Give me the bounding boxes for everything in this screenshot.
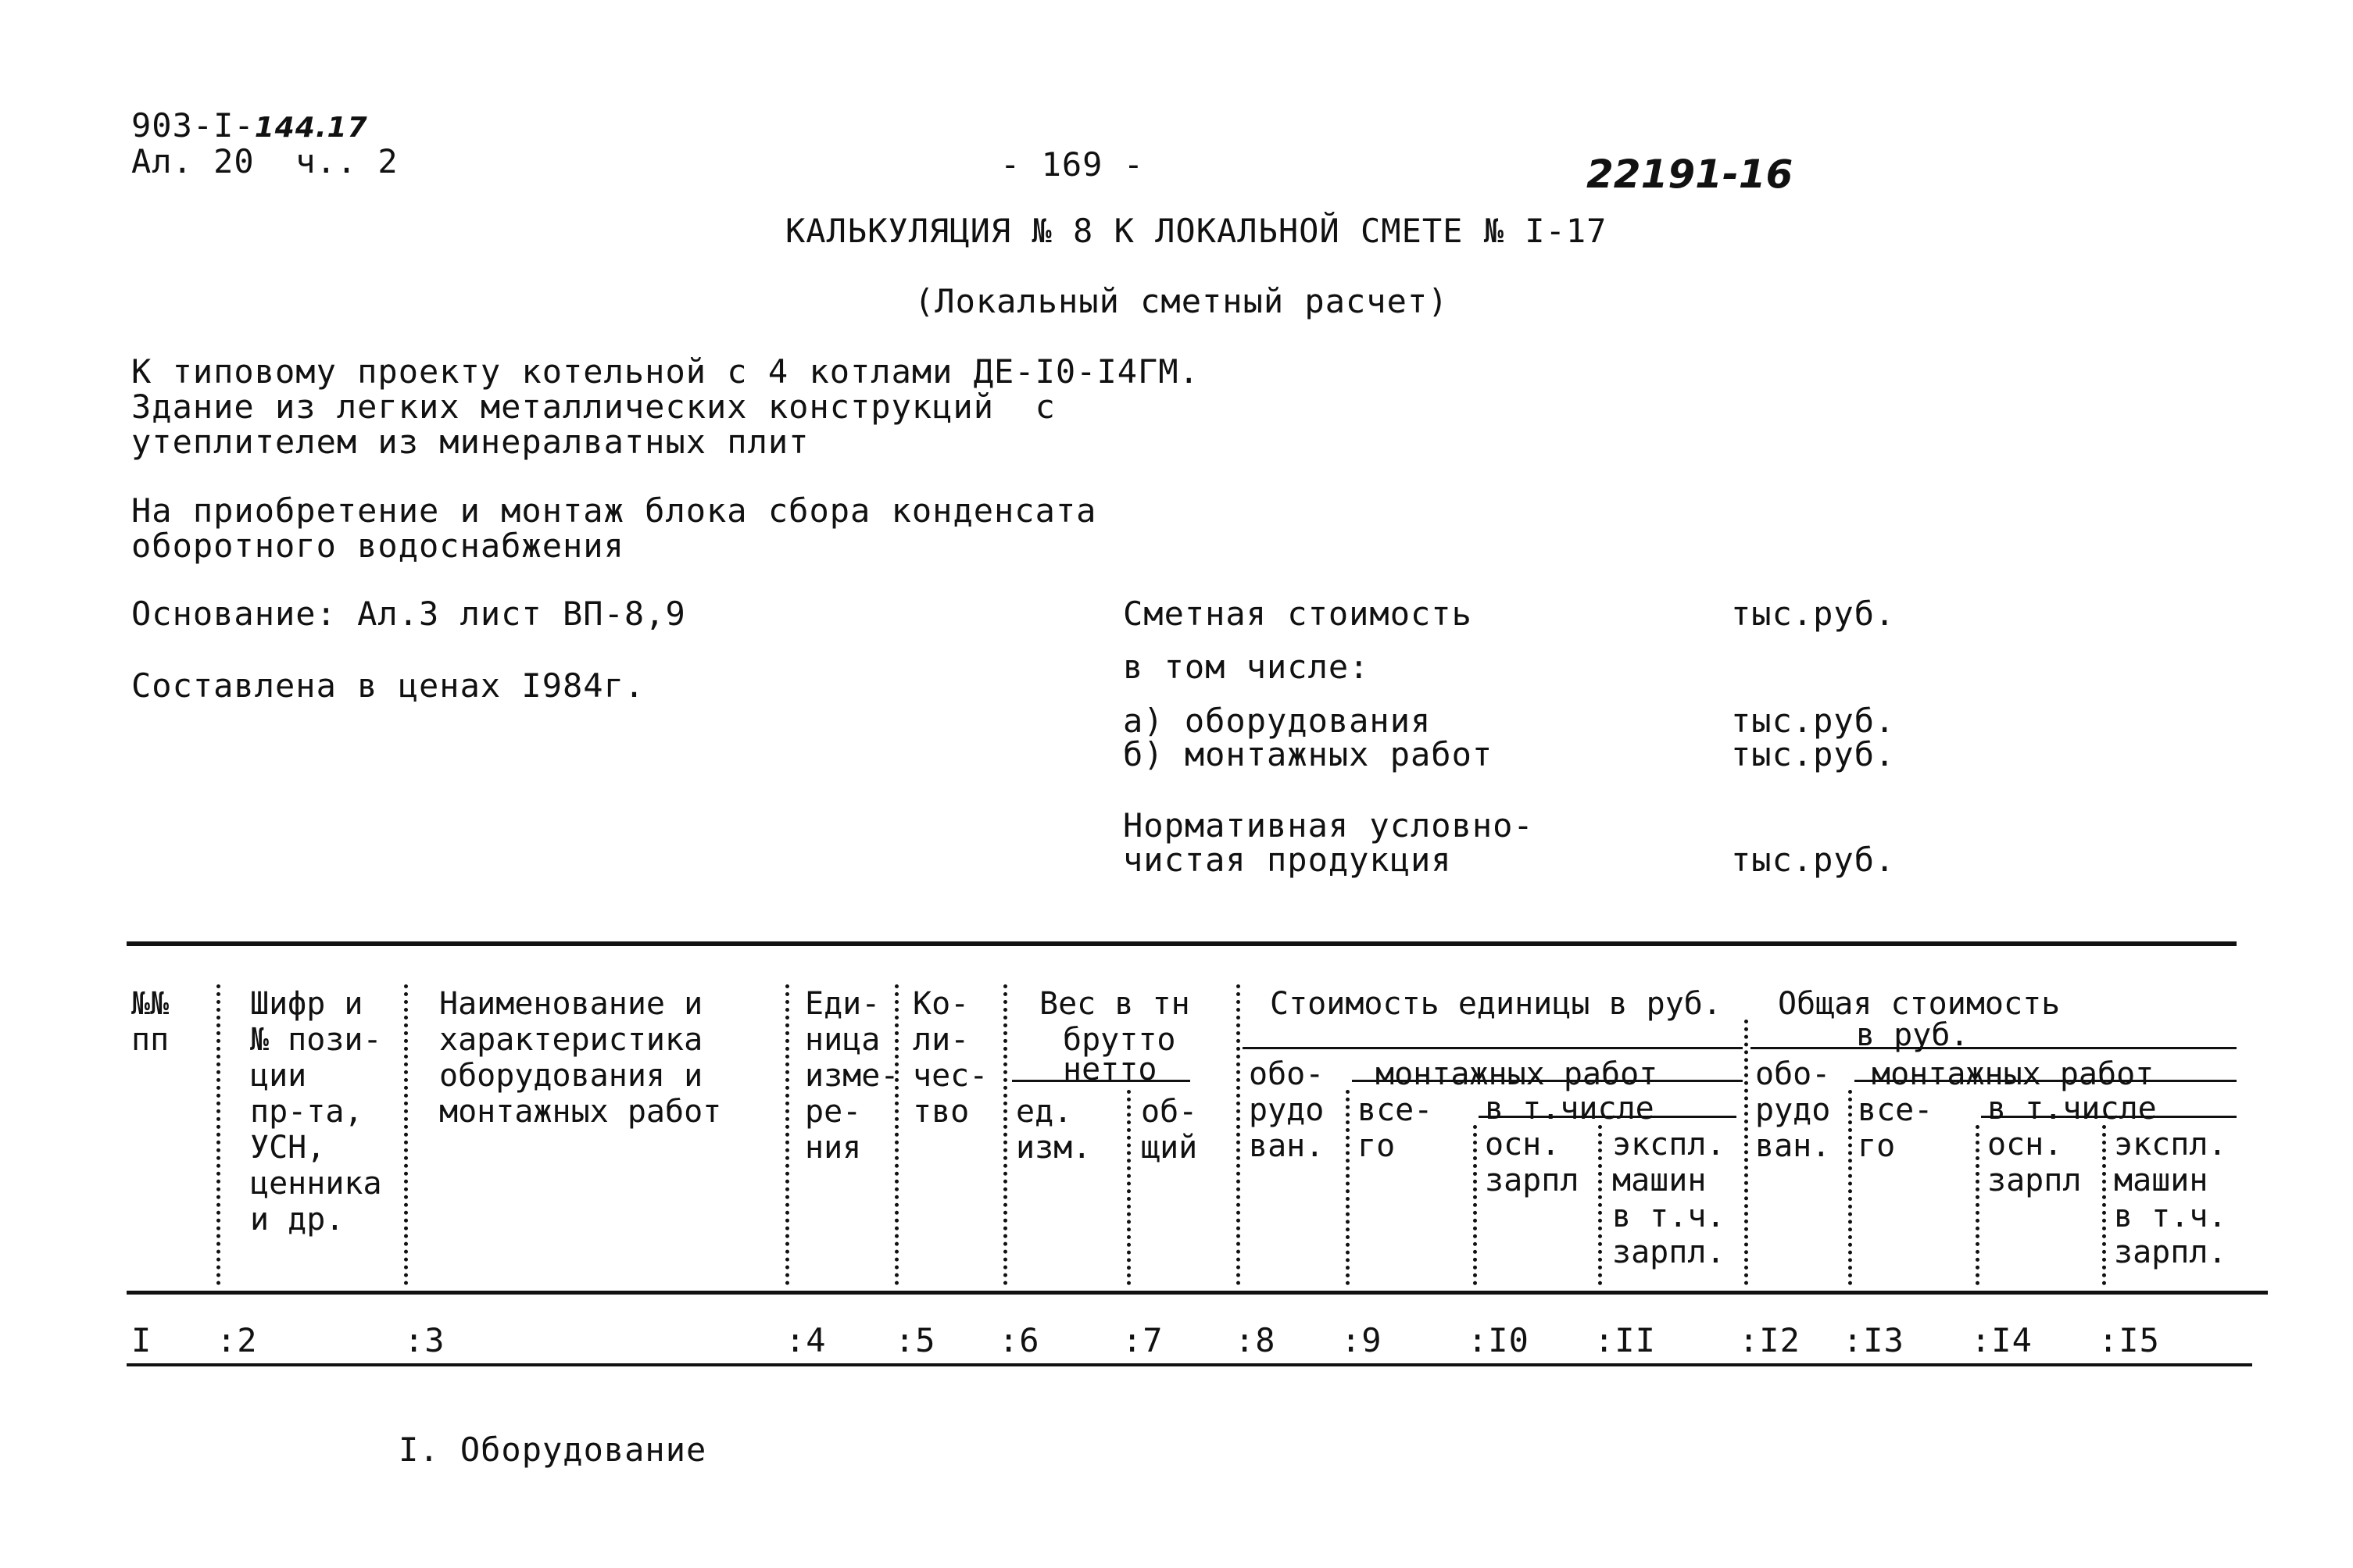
doc-code-handwritten: 144.17 (254, 112, 368, 144)
separator-9 (1473, 1125, 1477, 1285)
column-number-value: I3 (1863, 1321, 1904, 1359)
header-total-install: монтажных работ (1872, 1056, 2155, 1092)
header-unit-install: монтажных работ (1375, 1056, 1658, 1092)
net-product-label-1: Нормативная условно- (1123, 806, 1534, 845)
total-cost-rule (1750, 1047, 2237, 1049)
column-number-rule (127, 1363, 2252, 1366)
header-col1-line: пп (131, 1022, 170, 1058)
separator-7 (1236, 984, 1240, 1285)
header-col8-line: рудо (1249, 1092, 1325, 1128)
header-col7 (1141, 1094, 1197, 1166)
header-col3-line: монтажных работ (439, 1094, 722, 1130)
header-col2 (250, 986, 382, 1238)
header-col8-line: обо- (1249, 1056, 1325, 1092)
header-col15-line: машин (2114, 1163, 2208, 1198)
header-col11-line: зарпл. (1612, 1234, 1725, 1270)
column-number-value: I4 (1991, 1321, 2033, 1359)
project-line-2: Здание из легких металлических конструкций с (131, 388, 1056, 426)
header-col8 (1249, 1056, 1324, 1164)
installation-cost-label: б) монтажных работ (1123, 735, 1493, 773)
separator-8 (1346, 1090, 1350, 1285)
header-col15-line: зарпл. (2114, 1234, 2227, 1270)
including-label: в том числе: (1123, 648, 1370, 686)
header-col10-line: зарпл (1485, 1163, 1579, 1198)
basis: Основание: Ал.3 лист ВП-8,9 (131, 595, 686, 633)
header-col2-line: ценника (250, 1166, 382, 1202)
estimated-cost-label: Сметная стоимость (1123, 595, 1472, 633)
header-unit-cost: Стоимость единицы в руб. (1270, 986, 1722, 1022)
net-product-unit: тыс.руб. (1731, 841, 1896, 879)
header-col1 (131, 986, 169, 1058)
doc-code-printed: 903-I- (131, 106, 255, 145)
header-weight-title: Вес в тн (1039, 986, 1190, 1022)
header-col4-line: ре- (805, 1094, 862, 1130)
column-number: :I4 (1971, 1321, 2033, 1359)
column-number: :7 (1122, 1321, 1164, 1359)
header-bottom-rule (127, 1291, 2268, 1295)
column-number: :5 (895, 1321, 936, 1359)
separator-10 (1598, 1125, 1602, 1285)
header-col15-line: в т.ч. (2114, 1198, 2227, 1234)
equipment-cost-label: а) оборудования (1123, 702, 1432, 740)
header-col10 (1485, 1127, 1579, 1198)
estimated-cost-unit: тыс.руб. (1731, 595, 1896, 633)
project-line-1: К типовому проекту котельной с 4 котлами ДЕ-I0-I4ГМ. (131, 352, 1200, 391)
column-number: :3 (404, 1321, 445, 1359)
header-col3-line: оборудования и (439, 1058, 703, 1094)
column-number-value: I5 (2119, 1321, 2160, 1359)
header-col3 (439, 986, 721, 1130)
header-col5-line: ли- (913, 1022, 970, 1058)
column-number: :9 (1341, 1321, 1382, 1359)
column-number: :I3 (1843, 1321, 1904, 1359)
header-col4-line: ница (805, 1022, 881, 1058)
album-part: Ал. 20 ч.. 2 (131, 142, 399, 180)
doc-number: 22191-16 (1586, 152, 1793, 197)
equipment-cost-unit: тыс.руб. (1731, 702, 1896, 740)
header-col3-line: характеристика (439, 1022, 703, 1058)
column-number: :I2 (1739, 1321, 1801, 1359)
header-col14-line: осн. (1987, 1127, 2063, 1163)
header-col8-line: ван. (1249, 1128, 1325, 1164)
header-col12-line: ван. (1755, 1128, 1831, 1164)
header-unit-incl: в т.числе (1485, 1091, 1654, 1127)
header-col9-line: го (1357, 1128, 1396, 1164)
column-number-value: 4 (806, 1321, 827, 1359)
column-number: :2 (216, 1321, 258, 1359)
column-number-value: II (1615, 1321, 1656, 1359)
header-col4 (805, 986, 899, 1166)
net-product-label-2: чистая продукция (1123, 841, 1452, 879)
page-title: КАЛЬКУЛЯЦИЯ № 8 К ЛОКАЛЬНОЙ СМЕТЕ № I-17 (785, 212, 1607, 250)
header-total-cost: Общая стоимость (1778, 986, 2061, 1022)
column-number-value: I0 (1488, 1321, 1529, 1359)
column-number-value: 5 (915, 1321, 936, 1359)
header-col7-line: об- (1141, 1094, 1198, 1130)
header-total-cost-unit: в руб. (1856, 1017, 1969, 1053)
column-number-value: 7 (1143, 1321, 1164, 1359)
header-col12 (1755, 1056, 1830, 1164)
table-top-rule (127, 941, 2237, 946)
page-number: - 169 - (1000, 145, 1145, 184)
header-col11-line: экспл. (1612, 1127, 1725, 1163)
header-col14 (1987, 1127, 2081, 1198)
header-col11-line: в т.ч. (1612, 1198, 1725, 1234)
prices-year: Составлена в ценах I984г. (131, 666, 645, 705)
header-col6-line: изм. (1016, 1130, 1092, 1166)
purpose-line-1: На приобретение и монтаж блока сбора конденсата (131, 491, 1097, 530)
column-number-value: 2 (237, 1321, 258, 1359)
header-col5-line: тво (913, 1094, 970, 1130)
column-number-value: I2 (1759, 1321, 1801, 1359)
header-col2-line: ции (250, 1058, 307, 1094)
header-col2-line: УСН, (250, 1130, 326, 1166)
column-number: I (131, 1321, 152, 1359)
header-col9 (1357, 1092, 1432, 1164)
header-weight-brutto: брутто (1063, 1022, 1176, 1058)
header-col5 (913, 986, 988, 1130)
header-col11 (1612, 1127, 1725, 1270)
separator-5 (1003, 984, 1007, 1285)
separator-11 (1744, 1020, 1748, 1285)
header-col13-line: го (1858, 1128, 1896, 1164)
header-col1-line: №№ (131, 986, 170, 1022)
header-col10-line: осн. (1485, 1127, 1561, 1163)
column-number: :6 (999, 1321, 1040, 1359)
header-col6-line: ед. (1016, 1094, 1073, 1130)
column-number-value: 6 (1019, 1321, 1040, 1359)
header-col13-line: все- (1858, 1092, 1933, 1128)
purpose-line-2: оборотного водоснабжения (131, 527, 624, 565)
separator-13 (1976, 1125, 1979, 1285)
section-title: I. Оборудование (399, 1430, 707, 1469)
column-number-value: 8 (1255, 1321, 1276, 1359)
header-col2-line: № пози- (250, 1022, 382, 1058)
header-col4-line: Еди- (805, 986, 881, 1022)
separator-2 (404, 984, 408, 1285)
column-number-value: 9 (1361, 1321, 1382, 1359)
header-col13 (1858, 1092, 1933, 1164)
column-number-value: 3 (424, 1321, 445, 1359)
header-col6 (1016, 1094, 1091, 1166)
header-col5-line: чес- (913, 1058, 989, 1094)
column-number: :II (1594, 1321, 1656, 1359)
header-col2-line: пр-та, (250, 1094, 363, 1130)
unit-cost-rule (1243, 1047, 1743, 1049)
header-col14-line: зарпл (1987, 1163, 2082, 1198)
header-col9-line: все- (1357, 1092, 1433, 1128)
column-number: :8 (1235, 1321, 1276, 1359)
separator-14 (2102, 1125, 2106, 1285)
header-col7-line: щий (1141, 1130, 1198, 1166)
separator-6 (1127, 1090, 1131, 1285)
header-col15 (2114, 1127, 2227, 1270)
header-total-incl: в т.числе (1987, 1091, 2157, 1127)
separator-3 (785, 984, 789, 1285)
column-number: :4 (785, 1321, 827, 1359)
installation-cost-unit: тыс.руб. (1731, 735, 1896, 773)
header-col5-line: Ко- (913, 986, 970, 1022)
separator-1 (216, 984, 220, 1285)
header-weight-netto: нетто (1063, 1052, 1157, 1088)
header-col3-line: Наименование и (439, 986, 703, 1022)
header-col4-line: изме- (805, 1058, 899, 1094)
column-number: :I5 (2098, 1321, 2160, 1359)
header-col4-line: ния (805, 1130, 862, 1166)
header-col2-line: Шифр и (250, 986, 363, 1022)
header-col11-line: машин (1612, 1163, 1707, 1198)
page-subtitle: (Локальный сметный расчет) (914, 282, 1449, 320)
header-col2-line: и др. (250, 1202, 345, 1238)
header-col12-line: рудо (1755, 1092, 1831, 1128)
project-line-3: утеплителем из минералватных плит (131, 423, 810, 461)
doc-code (131, 106, 368, 145)
separator-12 (1848, 1090, 1852, 1285)
column-number: :I0 (1468, 1321, 1529, 1359)
header-col12-line: обо- (1755, 1056, 1831, 1092)
header-col15-line: экспл. (2114, 1127, 2227, 1163)
